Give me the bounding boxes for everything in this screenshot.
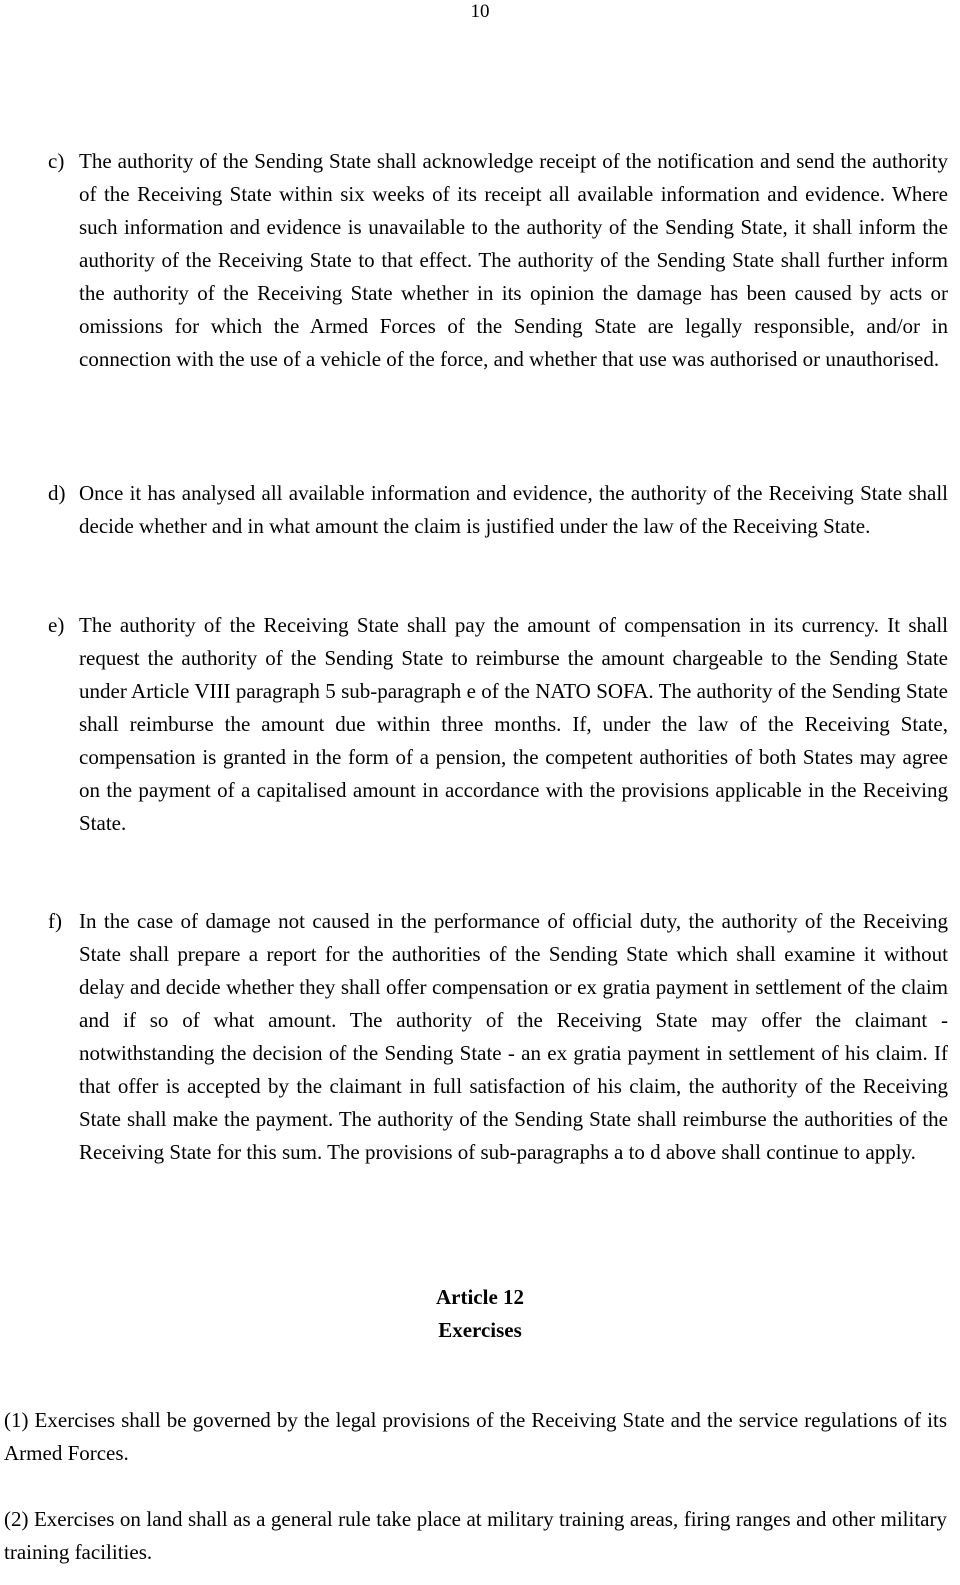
list-item-e xyxy=(48,609,948,840)
list-item-f xyxy=(48,905,948,1169)
list-item-text: Once it has analysed all available information and evidence, the authority of the Receiving State shall decide whether and in what amount the claim is justified under the law of the Receiving State. xyxy=(79,481,948,538)
list-item-d xyxy=(48,477,948,543)
article-paragraph-1: (1) Exercises shall be governed by the legal provisions of the Receiving State and the service regulations of its Armed Forces. xyxy=(4,1408,947,1465)
list-item-text: The authority of the Sending State shall acknowledge receipt of the notification and send the authority of the Receiving State within six weeks of its receipt all available information and evidence. Where such information and evidence is unavailable to the authority of the Sending State, it shall inform the authority of the Receiving State to that effect. The authority of the Sending State shall further inform the authority of the Receiving State whether in its opinion the damage has been caused by acts or omissions for which the Armed Forces of the Sending State are legally responsible, and/or in connection with the use of a vehicle of the force, and whether that use was authorised or unauthorised. xyxy=(79,149,948,371)
list-item-text: The authority of the Receiving State shall pay the amount of compensation in its currency. It shall request the authority of the Sending State to reimburse the amount chargeable to the Sending State under Article VIII paragraph 5 sub-paragraph e of the NATO SOFA. The authority of the Sending State shall reimburse the amount due within three months. If, under the law of the Receiving State, compensation is granted in the form of a pension, the competent authorities of both States may agree on the payment of a capitalised amount in accordance with the provisions applicable in the Receiving State. xyxy=(79,613,948,835)
list-item-marker: e) xyxy=(48,613,65,637)
list-item-marker: f) xyxy=(48,909,62,933)
article-paragraph-2: (2) Exercises on land shall as a general rule take place at military training areas, firing ranges and other military training facilities. xyxy=(4,1507,947,1564)
list-item-marker: c) xyxy=(48,149,65,173)
article-number: Article 12 xyxy=(435,1285,525,1309)
list-item-text: In the case of damage not caused in the performance of official duty, the authority of the Receiving State shall prepare a report for the authorities of the Sending State which shall examine it without delay and decide whether they shall offer compensation or ex gratia payment in settlement of the claim and if so of what amount. The authority of the Receiving State may offer the claimant - notwithstanding the decision of the Sending State - an ex gratia payment in settlement of his claim. If that offer is accepted by the claimant in full satisfaction of his claim, the authority of the Receiving State shall make the payment. The authority of the Sending State shall reimburse the authorities of the Receiving State for this sum. The provisions of sub-paragraphs a to d above shall continue to apply. xyxy=(79,909,948,1164)
article-title: Exercises xyxy=(438,1318,522,1342)
page-number: 10 xyxy=(470,1,490,22)
list-item-c xyxy=(48,145,948,376)
list-item-marker: d) xyxy=(48,481,66,505)
